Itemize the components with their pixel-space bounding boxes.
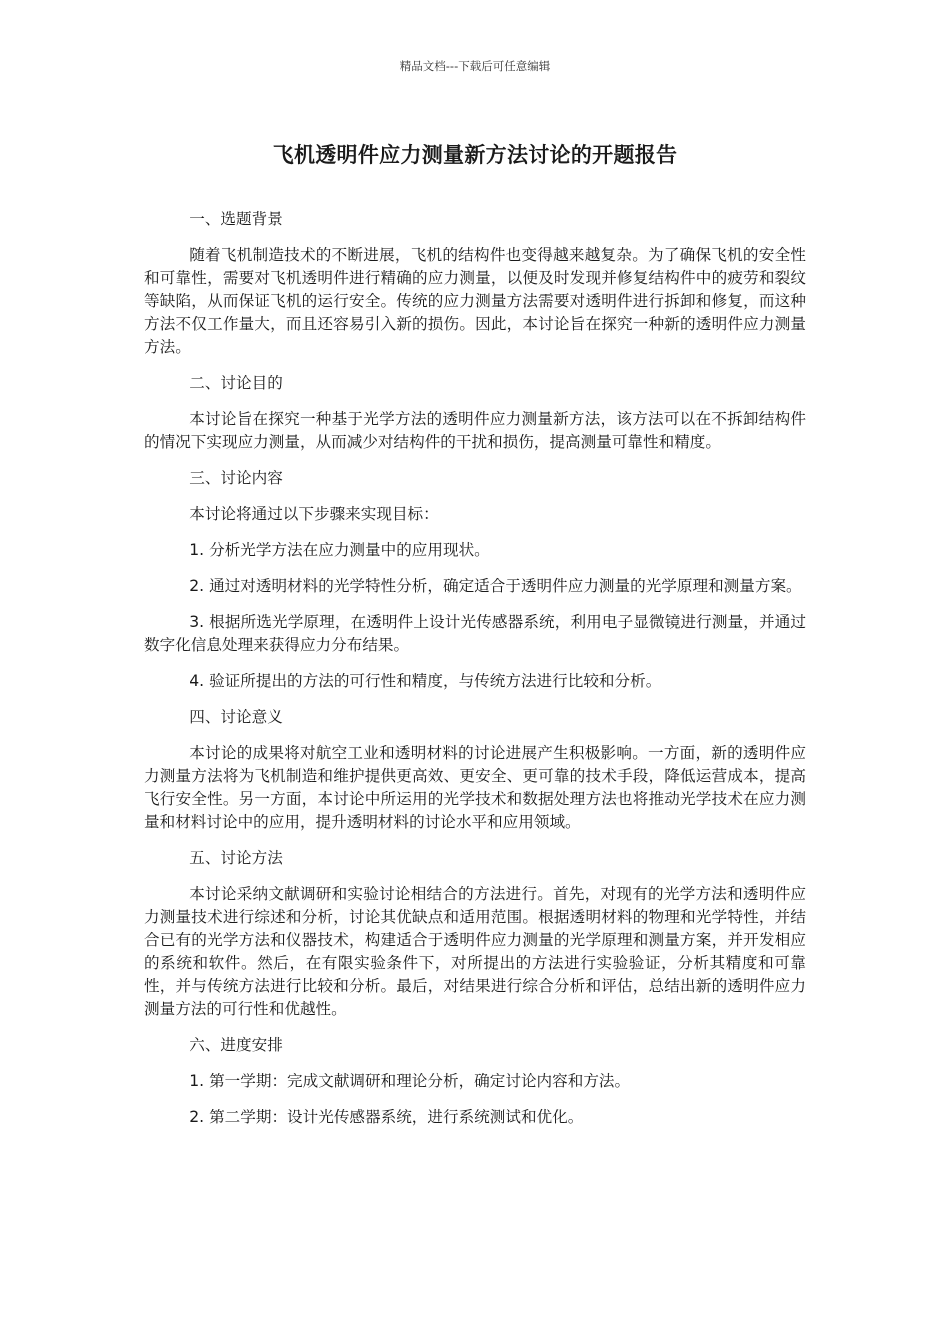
purpose-paragraph: 本讨论旨在探究一种基于光学方法的透明件应力测量新方法，该方法可以在不拆卸结构件的情况下实现应力测量，从而减少对结构件的干扰和损伤，提高测量可靠性和精度。 <box>144 410 806 451</box>
content-item-4: 4. 验证所提出的方法的可行性和精度，与传统方法进行比较和分析。 <box>189 672 662 690</box>
background-paragraph: 随着飞机制造技术的不断进展，飞机的结构件也变得越来越复杂。为了确保飞机的安全性和可靠性，需要对飞机透明件进行精确的应力测量，以便及时发现并修复结构件中的疲劳和裂纹等缺陷，从而保证飞机的运行安全。传统的应力测量方法需要对透明件进行拆卸和修复，而这种方法不仅工作量大，而且还容易引入新的损伤。因此，本讨论旨在探究一种新的透明件应力测量方法。 <box>144 246 806 356</box>
section-heading-significance: 四、讨论意义 <box>189 708 283 726</box>
schedule-item-1: 1. 第一学期：完成文献调研和理论分析，确定讨论内容和方法。 <box>189 1072 631 1090</box>
document-title: 飞机透明件应力测量新方法讨论的开题报告 <box>272 143 678 167</box>
section-heading-method: 五、讨论方法 <box>189 849 283 867</box>
section-heading-content: 三、讨论内容 <box>189 469 283 487</box>
significance-paragraph: 本讨论的成果将对航空工业和透明材料的讨论进展产生积极影响。一方面，新的透明件应力测量方法将为飞机制造和维护提供更高效、更安全、更可靠的技术手段，降低运营成本，提高飞行安全性。另一方面，本讨论中所运用的光学技术和数据处理方法也将推动光学技术在应力测量和材料讨论中的应用，提升透明材料的讨论水平和应用领域。 <box>144 744 806 831</box>
document-body <box>144 208 806 1142</box>
content-item-2: 2. 通过对透明材料的光学特性分析，确定适合于透明件应力测量的光学原理和测量方案。 <box>189 577 802 595</box>
method-paragraph: 本讨论采纳文献调研和实验讨论相结合的方法进行。首先，对现有的光学方法和透明件应力测量技术进行综述和分析，讨论其优缺点和适用范围。根据透明材料的物理和光学特性，并结合已有的光学方法和仪器技术，构建适合于透明件应力测量的光学原理和测量方案，并开发相应的系统和软件。然后，在有限实验条件下，对所提出的方法进行实验验证，分析其精度和可靠性，并与传统方法进行比较和分析。最后，对结果进行综合分析和评估，总结出新的透明件应力测量方法的可行性和优越性。 <box>144 885 806 1018</box>
section-heading-background: 一、选题背景 <box>189 210 283 228</box>
section-heading-schedule: 六、进度安排 <box>189 1036 283 1054</box>
content-intro: 本讨论将通过以下步骤来实现目标： <box>189 505 439 523</box>
content-item-1: 1. 分析光学方法在应力测量中的应用现状。 <box>189 541 490 559</box>
content-item-3: 3. 根据所选光学原理，在透明件上设计光传感器系统，利用电子显微镜进行测量，并通过数字化信息处理来获得应力分布结果。 <box>144 613 806 654</box>
header-note: 精品文档---下载后可任意编辑 <box>399 59 551 73</box>
section-heading-purpose: 二、讨论目的 <box>189 374 283 392</box>
schedule-item-2: 2. 第二学期：设计光传感器系统，进行系统测试和优化。 <box>189 1108 584 1126</box>
